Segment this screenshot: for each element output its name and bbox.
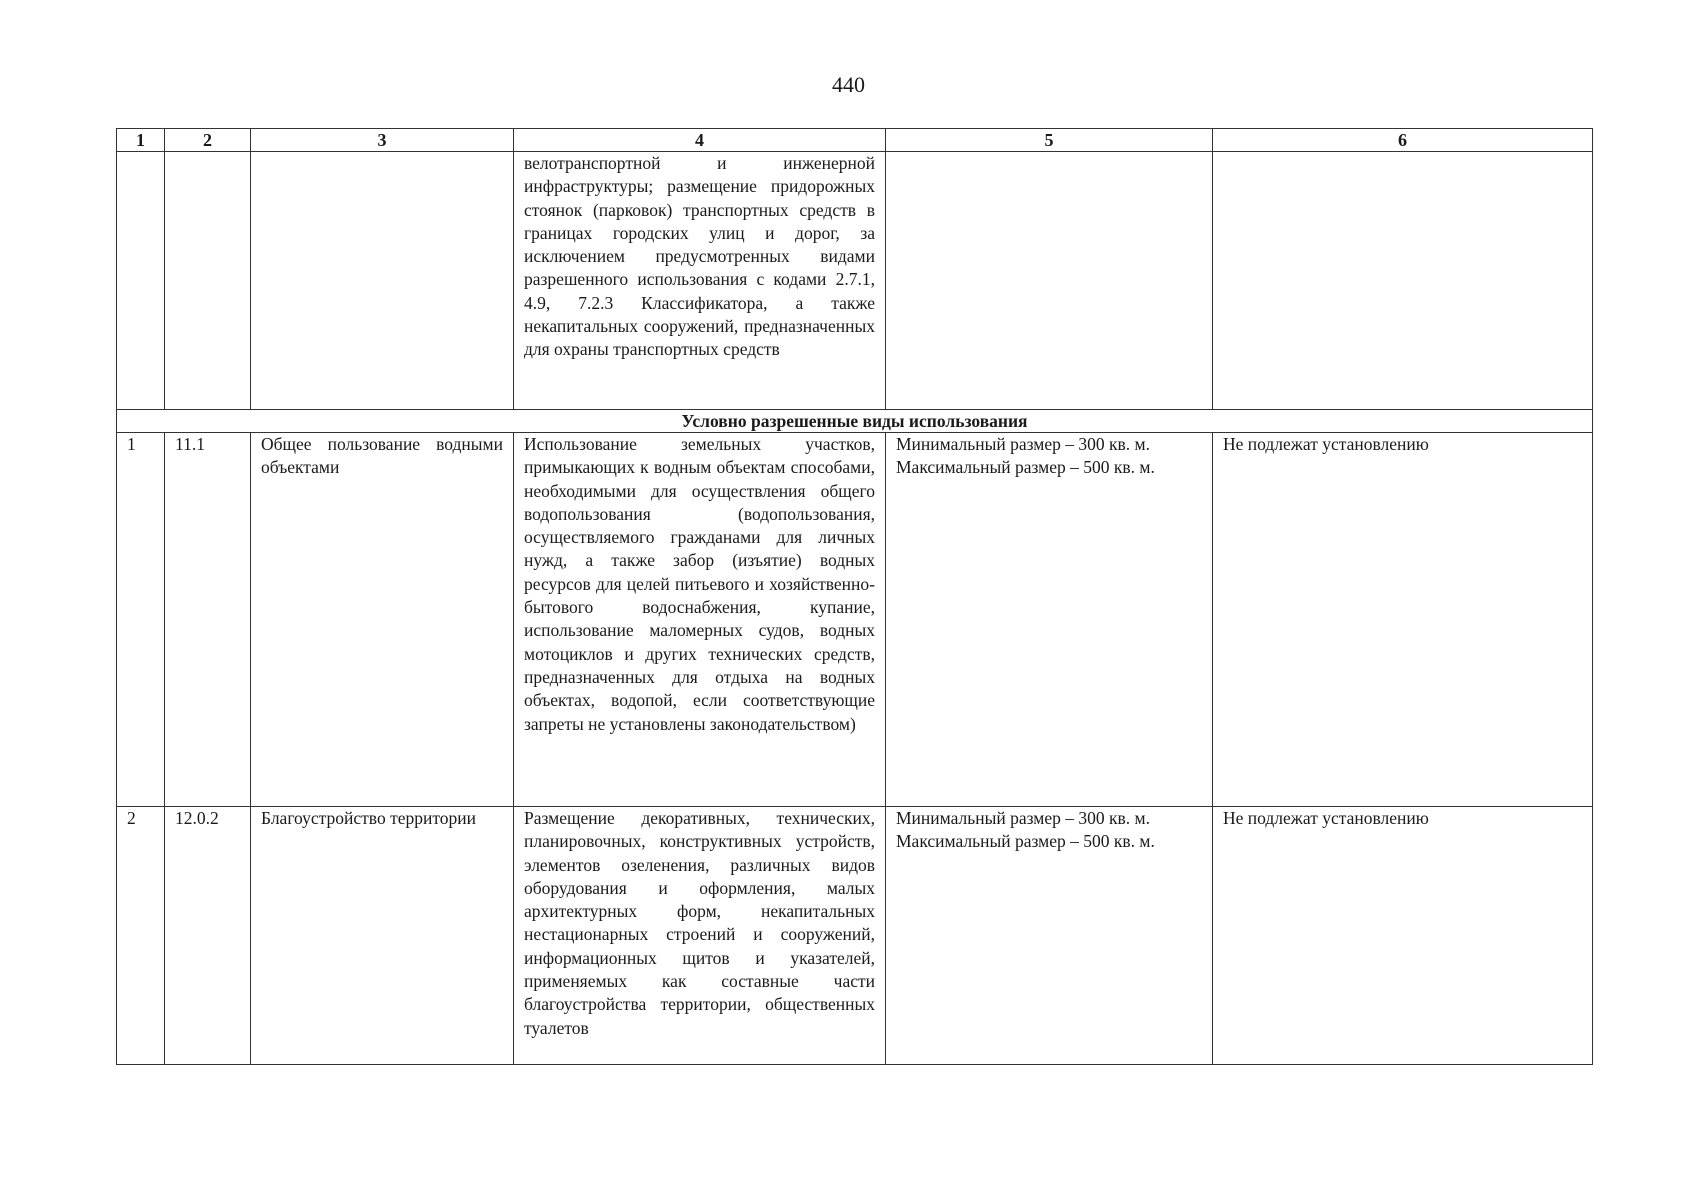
column-header-5: 5 <box>886 129 1213 152</box>
cell-use-name: Благоустройство территории <box>251 807 514 1065</box>
column-header-6: 6 <box>1213 129 1593 152</box>
cell-size-limits <box>886 433 1213 807</box>
column-header-4: 4 <box>514 129 886 152</box>
min-size-text: Минимальный размер – 300 кв. м. <box>896 434 1150 454</box>
column-header-2: 2 <box>165 129 251 152</box>
cell-number: 1 <box>117 433 165 807</box>
regulation-table <box>116 128 1593 1065</box>
cell-number: 2 <box>117 807 165 1065</box>
min-size-text: Минимальный размер – 300 кв. м. <box>896 808 1150 828</box>
cell-size-limits <box>886 807 1213 1065</box>
cell-use-name <box>251 152 514 410</box>
cell-parameters: Не подлежат установлению <box>1213 433 1593 807</box>
cell-description: Использование земельных участков, примыкающих к водным объектам способами, необходимыми для осуществления общего водопользования (водопользования, осуществляемого гражданами для личных нужд, а также забор (изъятие) водных ресурсов для целей питьевого и хозяйственно-бытового водоснабжения, купание, использование маломерных судов, водных мотоциклов и других технических средств, предназначенных для отдыха на водных объектах, водопой, если соответствующие запреты не установлены законодательством) <box>514 433 886 807</box>
cell-size-limits <box>886 152 1213 410</box>
table-row-continuation <box>117 152 1593 410</box>
section-header-row <box>117 410 1593 433</box>
cell-parameters <box>1213 152 1593 410</box>
cell-description: велотранспортной и инженерной инфраструктуры; размещение придорожных стоянок (парковок) транспортных средств в границах городских улиц и дорог, за исключением предусмотренных видами разрешенного использования с кодами 2.7.1, 4.9, 7.2.3 Классификатора, а также некапитальных сооружений, предназначенных для охраны транспортных средств <box>514 152 886 410</box>
cell-code: 12.0.2 <box>165 807 251 1065</box>
table-row <box>117 433 1593 807</box>
cell-description: Размещение декоративных, технических, планировочных, конструктивных устройств, элементов озеленения, различных видов оборудования и оформления, малых архитектурных форм, некапитальных нестационарных строений и сооружений, информационных щитов и указателей, применяемых как составные части благоустройства территории, общественных туалетов <box>514 807 886 1065</box>
cell-number <box>117 152 165 410</box>
max-size-text: Максимальный размер – 500 кв. м. <box>896 457 1155 478</box>
table-header-row <box>117 129 1593 152</box>
cell-code: 11.1 <box>165 433 251 807</box>
column-header-3: 3 <box>251 129 514 152</box>
section-title: Условно разрешенные виды использования <box>117 410 1593 433</box>
cell-use-name: Общее пользование водными объектами <box>251 433 514 807</box>
column-header-1: 1 <box>117 129 165 152</box>
cell-code <box>165 152 251 410</box>
cell-parameters: Не подлежат установлению <box>1213 807 1593 1065</box>
page-number: 440 <box>832 72 865 97</box>
table-row <box>117 807 1593 1065</box>
max-size-text: Максимальный размер – 500 кв. м. <box>896 831 1155 852</box>
